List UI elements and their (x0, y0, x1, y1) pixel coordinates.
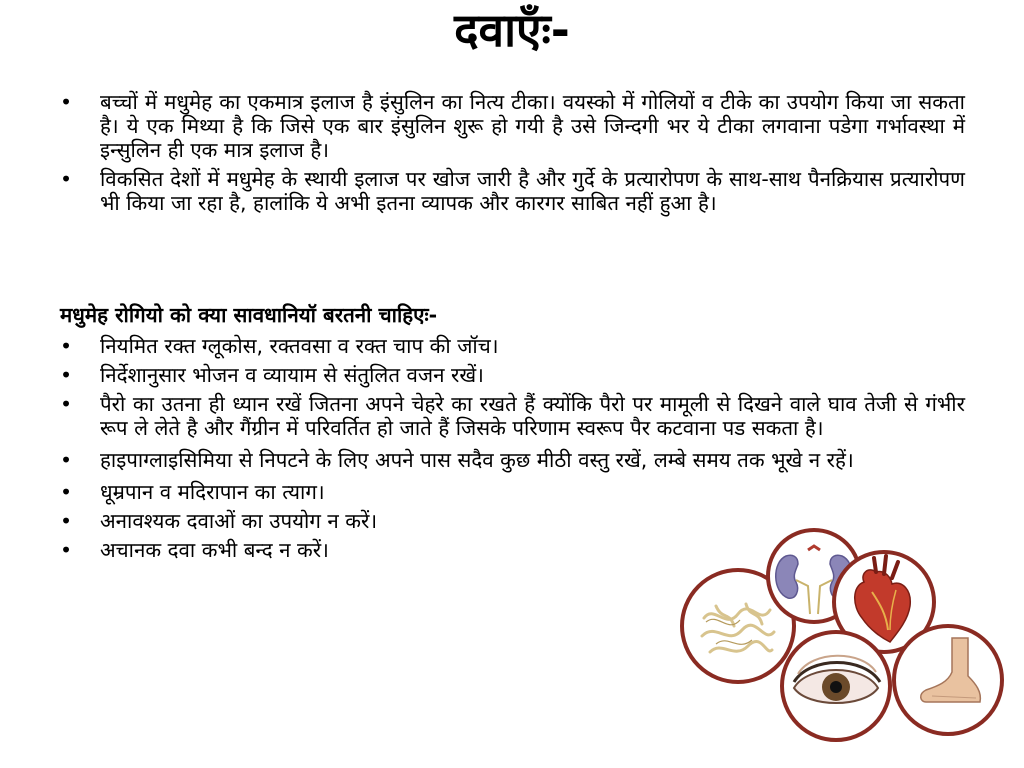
list-item: • अचानक दवा कभी बन्द न करें। (60, 538, 965, 562)
list-item: • हाइपाग्लाइसिमिया से निपटने के लिए अपने पास सदैव कुछ मीठी वस्तु रखें, लम्बे समय तक भूखे न रहें। (60, 448, 965, 472)
list-item: • निर्देशानुसार भोजन व व्यायाम से संतुलित वजन रखें। (60, 363, 965, 387)
list-item: • पैरो का उतना ही ध्यान रखें जितना अपने चेहरे का रखते हैं क्योंकि पैरो पर मामूली से दिखने वाले घाव तेजी से गंभीर रूप ले लेते है और गैंग्रीन में परिवर्तित हो जाते हैं जिसके परिणाम स्वरूप पैर कटवाना पड सकता है। (60, 392, 965, 440)
slide-title: दवाएँः- (454, 3, 570, 57)
foot-icon (894, 626, 1002, 734)
precautions-heading: मधुमेह रोगियो को क्या सावधानियॉ बरतनी चाहिएः- (60, 303, 438, 327)
treatment-bullet-list (60, 90, 965, 220)
organ-illustration (676, 526, 1016, 756)
list-item: • बच्चों में मधुमेह का एकमात्र इलाज है इंसुलिन का नित्य टीका। वयस्को में गोलियों व टीके का उपयोग किया जा सकता है। ये एक मिथ्या है कि जिसे एक बार इंसुलिन शुरू हो गयी है उसे जिन्दगी भर ये टीका लगवाना पडेगा गर्भावस्था में इन्सुलिन ही एक मात्र इलाज है। (60, 90, 965, 162)
list-item: • अनावश्यक दवाओं का उपयोग न करें। (60, 509, 965, 533)
eye-icon (782, 632, 890, 740)
list-item: • धूम्रपान व मदिरापान का त्याग। (60, 480, 965, 504)
list-item: • विकसित देशों में मधुमेह के स्थायी इलाज पर खोज जारी है और गुर्दे के प्रत्यारोपण के साथ-साथ पैनक्रियास प्रत्यारोपण भी किया जा रहा है, हालांकि ये अभी इतना व्यापक और कारगर साबित नहीं हुआ है। (60, 167, 965, 215)
list-item: • नियमित रक्त ग्लूकोस, रक्तवसा व रक्त चाप की जॉच। (60, 334, 965, 358)
